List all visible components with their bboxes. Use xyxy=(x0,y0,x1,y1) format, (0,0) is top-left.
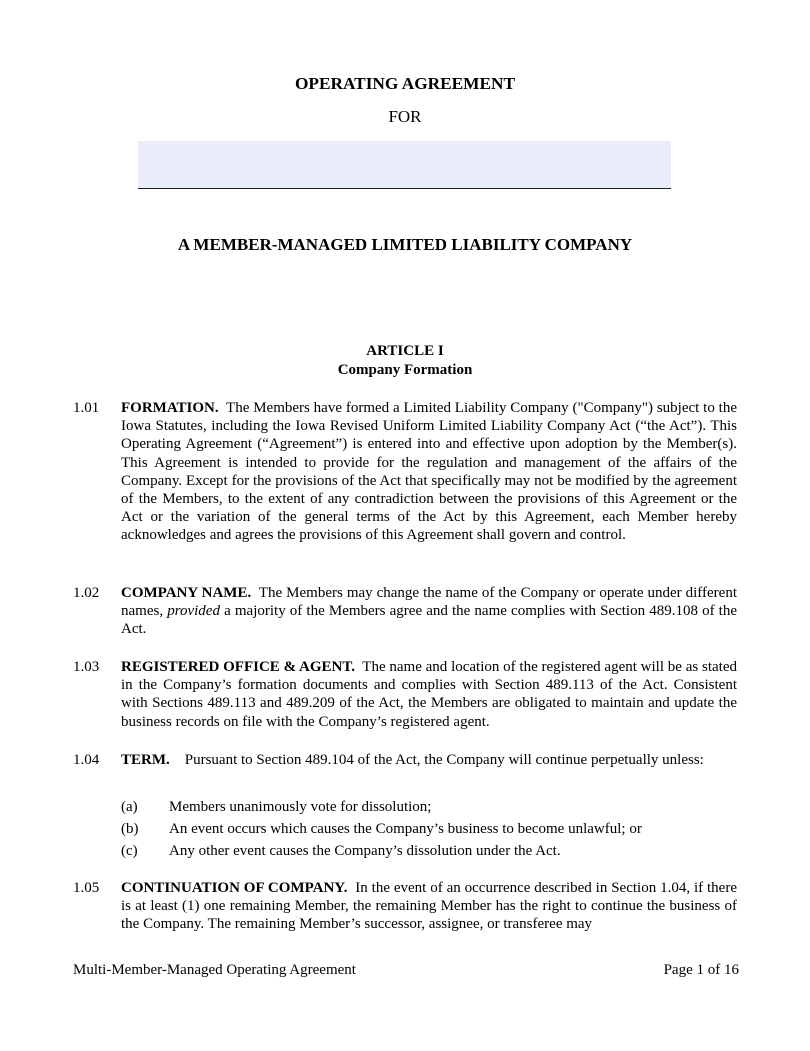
list-item-label: (c) xyxy=(121,843,138,859)
section-text: The Members may change the name of the Company or operate under different names, xyxy=(121,585,737,620)
section-text: The Members have formed a Limited Liability Company ("Company") subject to the Iowa Statutes, including the Iowa Revised Uniform Limited Liability Company Act (“the Act”). This Operating Agreement (“Agreement”) is entered into and effective upon adoption by the Member(s). This Agreement is intended to provide for the regulation and management of the affairs of the Company. Except for the provisions of the Act that specifically may not be modified by the agreement of the Members, to the extent of any contradiction between the provisions of this Agreement or the Act or the variation of the general terms of the Act by this Agreement, each Member hereby acknowledges and agrees the provisions of this Agreement shall govern and control. xyxy=(121,400,737,544)
section-1-02 xyxy=(73,584,737,639)
list-item-text: An event occurs which causes the Company’s business to become unlawful; or xyxy=(169,821,642,837)
section-number: 1.02 xyxy=(73,585,100,601)
section-text-continued: a majority of the Members agree and the name complies with Section 489.108 of the Act. xyxy=(121,603,738,638)
article-heading-block xyxy=(0,342,810,380)
section-number: 1.01 xyxy=(73,400,100,416)
section-1-04 xyxy=(73,751,737,769)
section-body xyxy=(121,751,737,769)
list-item xyxy=(121,820,737,842)
section-number: 1.05 xyxy=(73,880,100,896)
document-subtitle: A MEMBER-MANAGED LIMITED LIABILITY COMPANY xyxy=(177,235,633,254)
footer-document-name: Multi-Member-Managed Operating Agreement xyxy=(73,962,356,978)
section-number: 1.04 xyxy=(73,752,100,768)
section-heading: COMPANY NAME. xyxy=(121,585,252,601)
section-heading: TERM. xyxy=(121,752,170,768)
section-heading: FORMATION. xyxy=(121,400,219,416)
section-heading: CONTINUATION OF COMPANY. xyxy=(121,880,348,896)
article-heading: ARTICLE I xyxy=(366,343,444,359)
section-body xyxy=(121,879,737,934)
list-item-text: Members unanimously vote for dissolution; xyxy=(169,799,432,815)
section-body xyxy=(121,584,737,639)
section-text-italic: provided xyxy=(167,603,220,620)
section-text: The name and location of the registered agent will be as stated in the Company’s formation documents and complies with Section 489.113 of the Act. Consistent with Sections 489.113 and 489.209 of the Act, the Members are obligated to maintain and update the business records on file with the Company’s registered agent. xyxy=(121,659,737,730)
section-body xyxy=(121,658,737,731)
document-title: OPERATING AGREEMENT xyxy=(294,74,516,93)
list-item-text: Any other event causes the Company’s dissolution under the Act. xyxy=(169,843,561,859)
section-text: Pursuant to Section 489.104 of the Act, the Company will continue perpetually unless: xyxy=(184,752,704,768)
list-item-label: (b) xyxy=(121,821,139,837)
section-heading: REGISTERED OFFICE & AGENT. xyxy=(121,659,355,675)
section-body xyxy=(121,399,737,545)
section-1-05 xyxy=(73,879,737,934)
section-1-01 xyxy=(73,399,737,545)
list-item-label: (a) xyxy=(121,799,138,815)
section-1-03 xyxy=(73,658,737,731)
section-text: In the event of an occurrence described in Section 1.04, if there is at least (1) one remaining Member, the remaining Member has the right to continue the business of the Company. The remaining Member’s successor, assignee, or transferee may xyxy=(121,880,737,933)
list-item xyxy=(121,798,737,820)
for-label: FOR xyxy=(388,107,422,126)
term-conditions-list xyxy=(121,798,737,864)
footer-page-number: Page 1 of 16 xyxy=(663,962,739,978)
section-number: 1.03 xyxy=(73,659,100,675)
company-name-field[interactable] xyxy=(138,141,671,189)
list-item xyxy=(121,842,737,864)
article-subheading: Company Formation xyxy=(337,362,473,378)
